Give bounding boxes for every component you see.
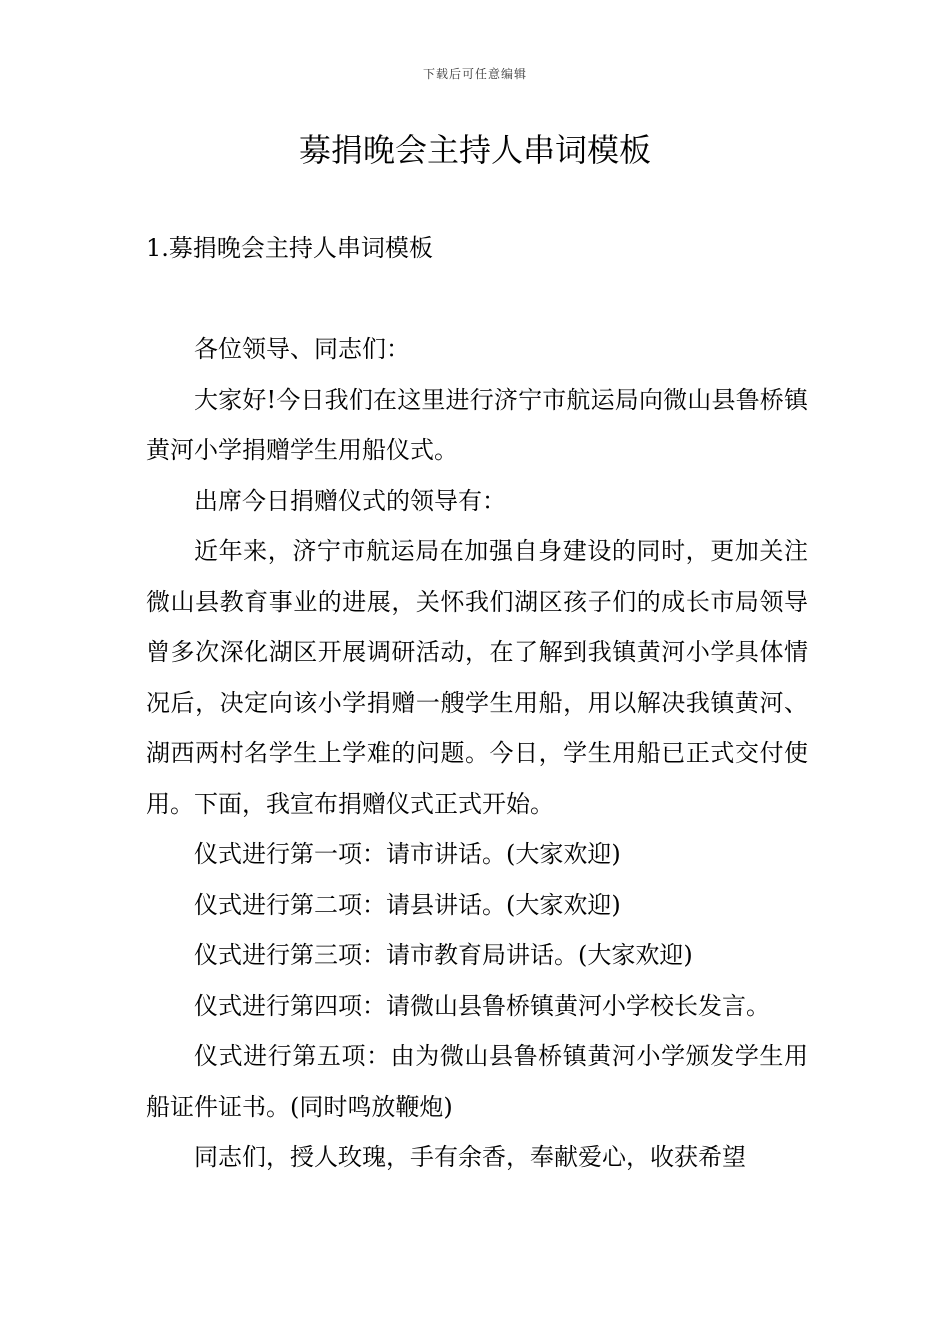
- paragraph-item-4: 仪式进行第四项：请微山县鲁桥镇黄河小学校长发言。: [194, 991, 770, 1020]
- paragraph-greeting: 各位领导、同志们：: [194, 335, 410, 363]
- paragraph-item-3: 仪式进行第三项：请市教育局讲话。(大家欢迎): [194, 941, 693, 969]
- paragraph-item-2: 仪式进行第二项：请县讲话。(大家欢迎): [194, 890, 621, 919]
- paragraph-welcome: 大家好!今日我们在这里进行济宁市航运局向微山县鲁桥镇黄河小学捐赠学生用船仪式。: [146, 385, 808, 464]
- document-title: 募捐晚会主持人串词模板: [298, 131, 651, 169]
- paragraph-attendees: 出席今日捐赠仪式的领导有：: [194, 486, 506, 515]
- paragraph-item-5: 仪式进行第五项：由为微山县鲁桥镇黄河小学颁发学生用船证件证书。(同时鸣放鞭炮): [146, 1042, 808, 1121]
- paragraph-item-1: 仪式进行第一项：请市讲话。(大家欢迎): [194, 840, 621, 868]
- paragraph-closing: 同志们，授人玫瑰，手有余香，奉献爱心，收获希望: [194, 1143, 746, 1171]
- body-text: [146, 324, 808, 1183]
- paragraph-background: 近年来，济宁市航运局在加强自身建设的同时，更加关注微山县教育事业的进展，关怀我们湖区孩子们的成长市局领导曾多次深化湖区开展调研活动，在了解到我镇黄河小学具体情况后，决定向该小学捐赠一艘学生用船，用以解决我镇黄河、湖西两村名学生上学难的问题。今日，学生用船已正式交付使用。下面，我宣布捐赠仪式正式开始。: [146, 537, 808, 818]
- section-heading: 1.募捐晚会主持人串词模板: [146, 234, 433, 262]
- header-note: 下载后可任意编辑: [422, 67, 527, 81]
